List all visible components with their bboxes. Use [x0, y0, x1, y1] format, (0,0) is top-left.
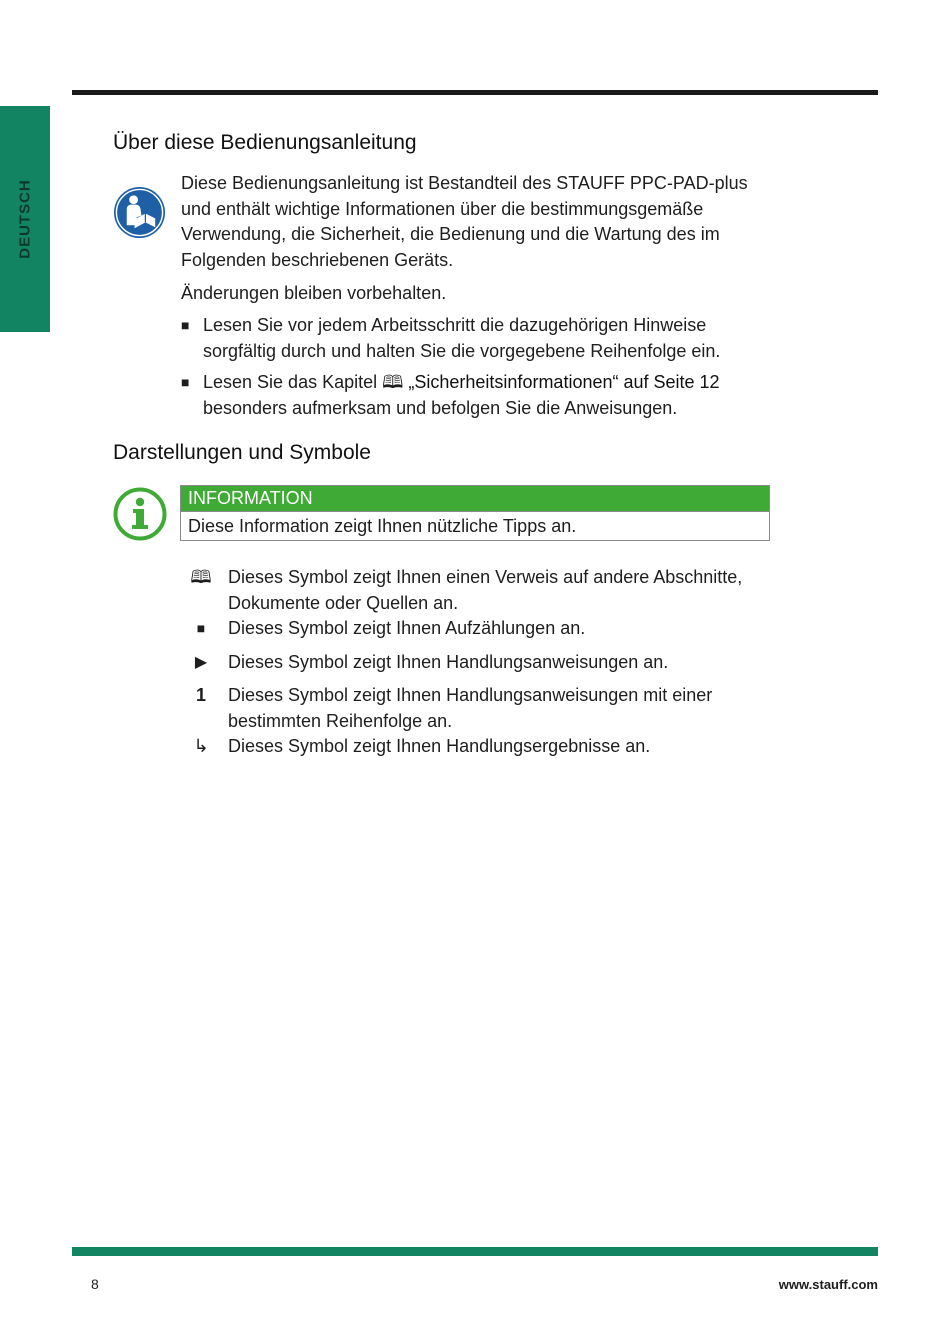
- language-side-tab: [0, 106, 50, 332]
- info-icon: [113, 487, 167, 541]
- list-item: [186, 650, 786, 676]
- symbol-description: Dieses Symbol zeigt Ihnen Handlungsanweisungen an.: [228, 651, 669, 672]
- section-heading-symbols: Darstellungen und Symbole: [113, 441, 371, 464]
- list-item: [186, 734, 786, 760]
- result-arrow-icon: ↳: [193, 736, 209, 756]
- list-item: [186, 683, 786, 734]
- symbol-description: Dieses Symbol zeigt Ihnen Aufzählungen an.: [228, 618, 586, 638]
- list-item: [181, 313, 781, 364]
- symbol-legend: [186, 565, 786, 760]
- footer-rule: [72, 1247, 878, 1256]
- intro-paragraph: Diese Bedienungsanleitung ist Bestandteil des STAUFF PPC-PAD-plus und enthält wichtige Informationen über die bestimmungsgemäße Verwendung, die Sicherheit, die Bedienung und die Wartung des im Folgenden beschriebenen Geräts.: [181, 173, 748, 270]
- number-step-icon: 1: [195, 685, 206, 705]
- square-bullet-icon: ■: [181, 317, 190, 333]
- list-item: [186, 616, 786, 642]
- information-box: [180, 485, 770, 541]
- list-item-text: besonders aufmerksam und befolgen Sie die Anweisungen.: [203, 397, 678, 418]
- language-label: DEUTSCH: [16, 179, 34, 259]
- information-box-text: Diese Information zeigt Ihnen nützliche Tipps an.: [181, 511, 769, 540]
- list-item: [186, 565, 786, 616]
- book-reference-icon: 🕮: [382, 372, 404, 392]
- triangle-arrow-icon: ▶: [194, 653, 208, 671]
- book-reference-icon: 🕮: [190, 567, 212, 587]
- section-heading-about-manual: Über diese Bedienungsanleitung: [113, 131, 417, 154]
- page-number: 8: [91, 1276, 99, 1292]
- list-item: [181, 370, 781, 421]
- changes-note: Änderungen bleiben vorbehalten.: [181, 283, 447, 303]
- read-manual-icon: [113, 186, 166, 239]
- square-bullet-icon: ■: [196, 620, 206, 636]
- header-rule: [72, 90, 878, 95]
- website-link[interactable]: www.stauff.com: [778, 1277, 878, 1292]
- symbol-description: Dieses Symbol zeigt Ihnen einen Verweis auf andere Abschnitte, Dokumente oder Quellen an.: [228, 567, 743, 613]
- symbol-description: Dieses Symbol zeigt Ihnen Handlungsergebnisse an.: [228, 736, 651, 756]
- safety-info-link[interactable]: „Sicherheitsinformationen“ auf Seite 12: [408, 372, 720, 392]
- square-bullet-icon: ■: [181, 374, 190, 390]
- information-box-title: INFORMATION: [181, 486, 769, 511]
- symbol-description: Dieses Symbol zeigt Ihnen Handlungsanweisungen mit einer bestimmten Reihenfolge an.: [228, 685, 713, 731]
- list-item-text: Lesen Sie vor jedem Arbeitsschritt die dazugehörigen Hinweise sorgfältig durch und halten Sie die vorgegebene Reihenfolge ein.: [203, 315, 721, 361]
- list-item-text: Lesen Sie das Kapitel: [203, 372, 378, 392]
